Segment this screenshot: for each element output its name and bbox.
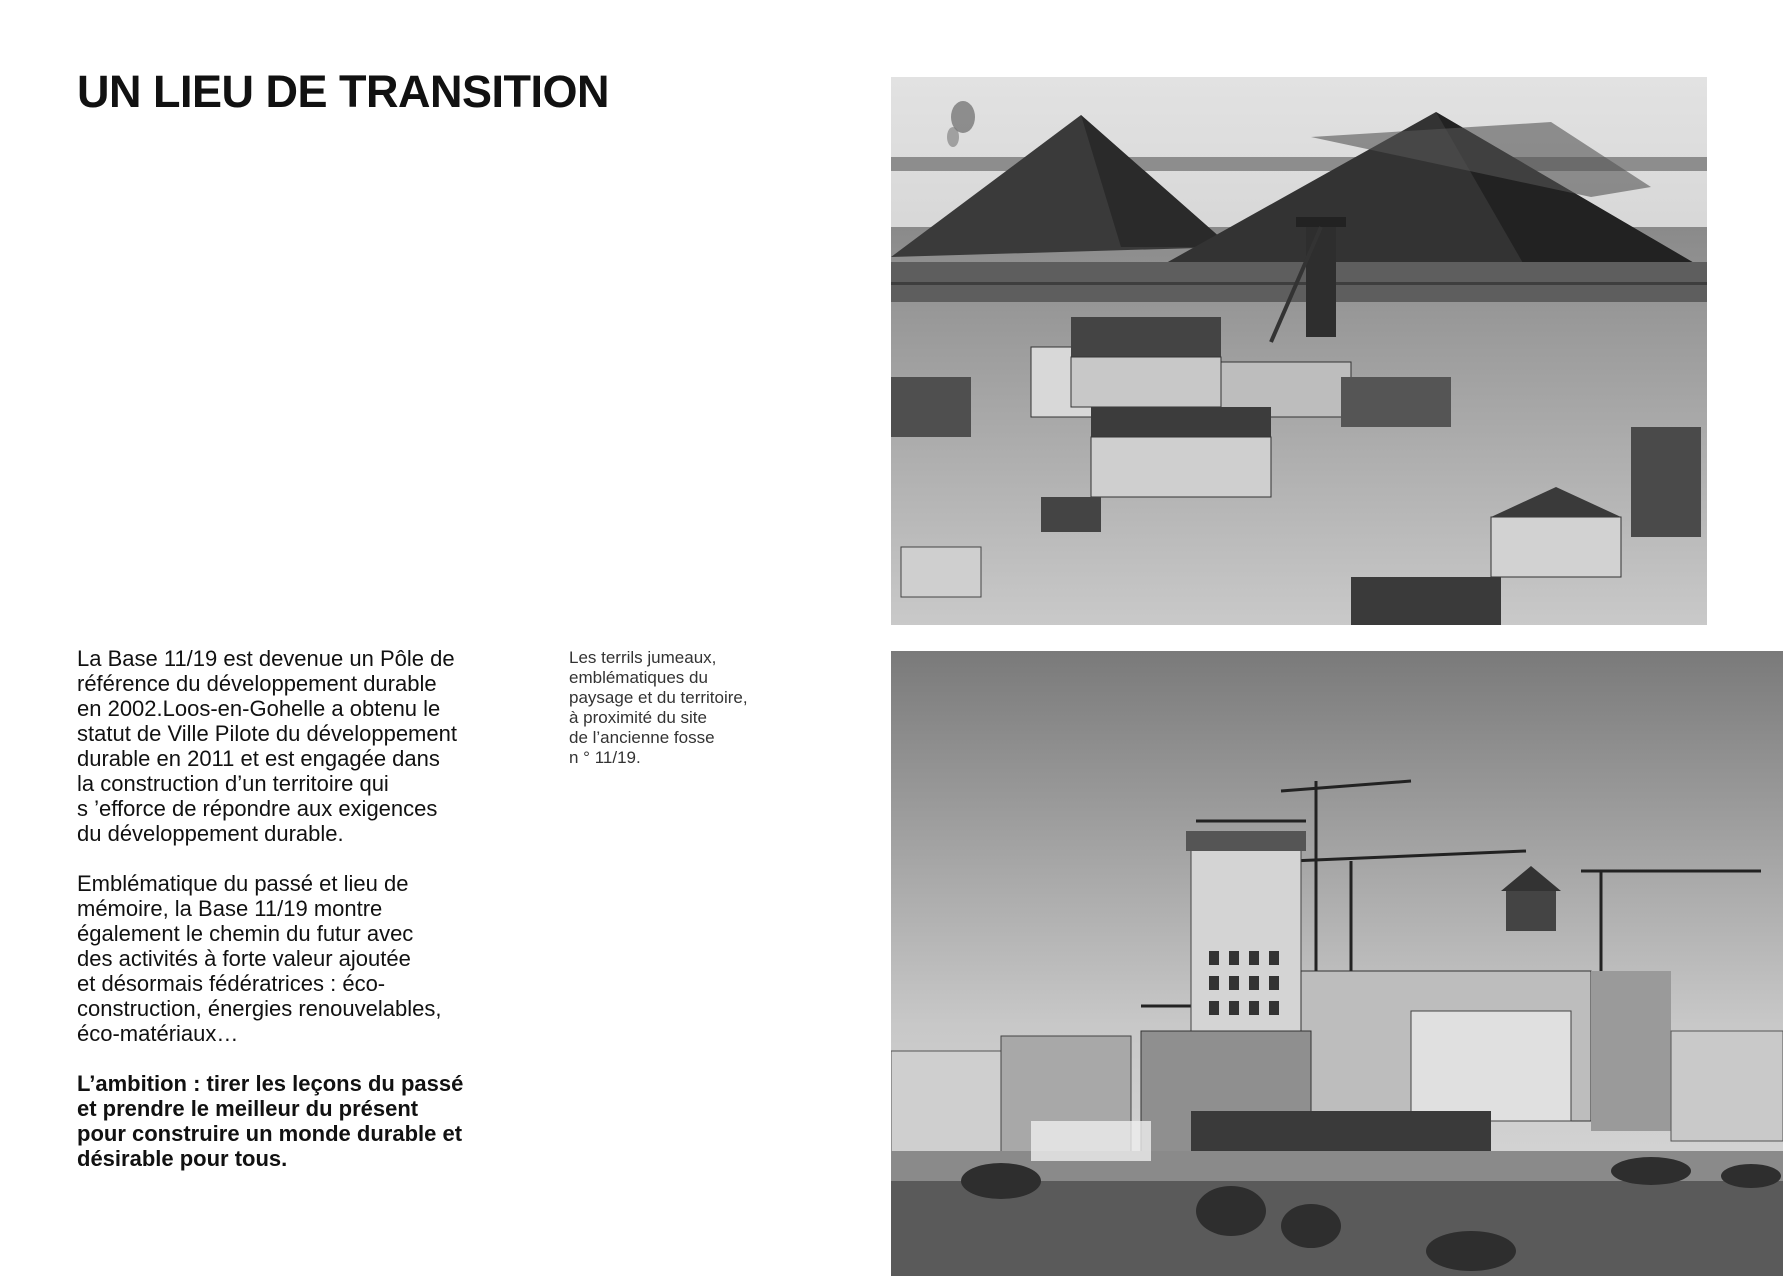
body-paragraph-ambition: L’ambition : tirer les leçons du passé et prendre le meilleur du présent pour construire un monde durable et désirable pour tous. xyxy=(77,1071,464,1171)
photo-caption: Les terrils jumeaux, emblématiques du paysage et du territoire, à proximité du site de l’ancienne fosse n ° 11/19. xyxy=(569,648,748,767)
construction-illustration xyxy=(891,651,1783,1276)
body-paragraph-2: Emblématique du passé et lieu de mémoire, la Base 11/19 montre également le chemin du futur avec des activités à forte valeur ajoutée et désormais fédératrices : éco- construction, énergies renouvelables, éco-matériaux… xyxy=(77,871,442,1046)
slag-heaps-illustration xyxy=(891,77,1707,625)
slag-heaps-photo xyxy=(891,77,1707,625)
body-text xyxy=(77,646,507,1196)
body-paragraph-1: La Base 11/19 est devenue un Pôle de référence du développement durable en 2002.Loos-en-Gohelle a obtenu le statut de Ville Pilote du développement durable en 2011 et est engagée dans la construction d’un territoire qui s ’efforce de répondre aux exigences du développement durable. xyxy=(77,646,457,846)
page-title: UN LIEU DE TRANSITION xyxy=(77,66,610,117)
construction-photo xyxy=(891,651,1783,1276)
